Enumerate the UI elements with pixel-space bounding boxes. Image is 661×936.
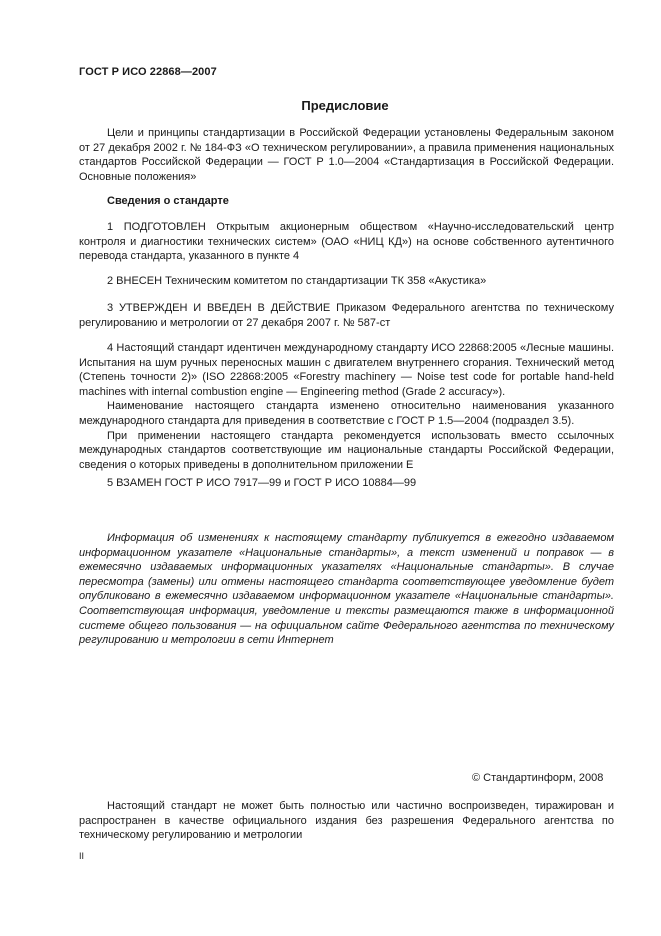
item-5-block [79, 476, 614, 491]
item-2-block [79, 274, 614, 289]
copyright-line: © Стандартинформ, 2008 [472, 772, 604, 784]
section-subheading: Сведения о стандарте [107, 195, 229, 207]
notice-paragraph: Информация об изменениях к настоящему стандарту публикуется в ежегодно издаваемом информационном указателе «Национальные стандарты», а текст изменений и поправок — в ежемесячно издаваемых информационных указателях «Национальные стандарты». В случае пересмотра (замены) или отмены настоящего стандарта соответствующее уведомление будет опубликовано в ежемесячно издаваемом информационном указателе «Национальные стандарты». Соответствующая информация, уведомление и тексты размещаются также в информационной системе общего пользования — на официальном сайте Федерального агентства по техническому регулированию и метрологии в сети Интернет [79, 532, 614, 647]
page-title: Предисловие [301, 98, 389, 113]
document-header: ГОСТ Р ИСО 22868—2007 [79, 66, 217, 78]
item-4-block [79, 341, 614, 472]
item-4-usage-note: При применении настоящего стандарта рекомендуется использовать вместо ссылочных международных стандартов соответствующие им национальные стандарты Российской Федерации, сведения о которых приведены в дополнительном приложении Е [79, 429, 614, 471]
item-3-paragraph: 3 УТВЕРЖДЕН И ВВЕДЕН В ДЕЙСТВИЕ Приказом Федерального агентства по техническому регулированию и метрологии от 27 декабря 2007 г. № 587-ст [79, 302, 614, 329]
item-1-paragraph: 1 ПОДГОТОВЛЕН Открытым акционерным обществом «Научно-исследовательский центр контроля и диагностики технических систем» (ОАО «НИЦ КД») на основе собственного аутентичного перевода стандарта, указанного в пункте 4 [79, 221, 614, 263]
page-number: II [79, 851, 85, 861]
item-4-paragraph: 4 Настоящий стандарт идентичен международному стандарту ИСО 22868:2005 «Лесные машины. Испытания на шум ручных переносных машин с двигателем внутреннего сгорания. Технический метод (Степень точности 2)» (ISO 22868:2005 «Forestry machinery — Noise test code for portable hand-held machines with internal combustion engine — Engineering method (Grade 2 accuracy»). [79, 342, 614, 398]
item-5-paragraph: 5 ВЗАМЕН ГОСТ Р ИСО 7917—99 и ГОСТ Р ИСО 10884—99 [107, 477, 417, 489]
item-3-block [79, 301, 614, 330]
legal-paragraph: Настоящий стандарт не может быть полностью или частично воспроизведен, тиражирован и распространен в качестве официального издания без разрешения Федерального агентства по техническому регулированию и метрологии [79, 800, 614, 842]
intro-paragraph: Цели и принципы стандартизации в Российской Федерации установлены Федеральным законом от 27 декабря 2002 г. № 184-ФЗ «О техническом регулировании», а правила применения национальных стандартов Российской Федерации — ГОСТ Р 1.0—2004 «Стандартизация в Российской Федерации. Основные положения» [79, 127, 614, 183]
legal-block [79, 799, 614, 843]
item-2-paragraph: 2 ВНЕСЕН Техническим комитетом по стандартизации ТК 358 «Акустика» [107, 275, 487, 287]
notice-block [79, 531, 614, 648]
item-1-block [79, 220, 614, 264]
intro-block [79, 126, 614, 184]
item-4-name-note: Наименование настоящего стандарта изменено относительно наименования указанного международного стандарта для приведения в соответствие с ГОСТ Р 1.5—2004 (подраздел 3.5). [79, 400, 614, 427]
